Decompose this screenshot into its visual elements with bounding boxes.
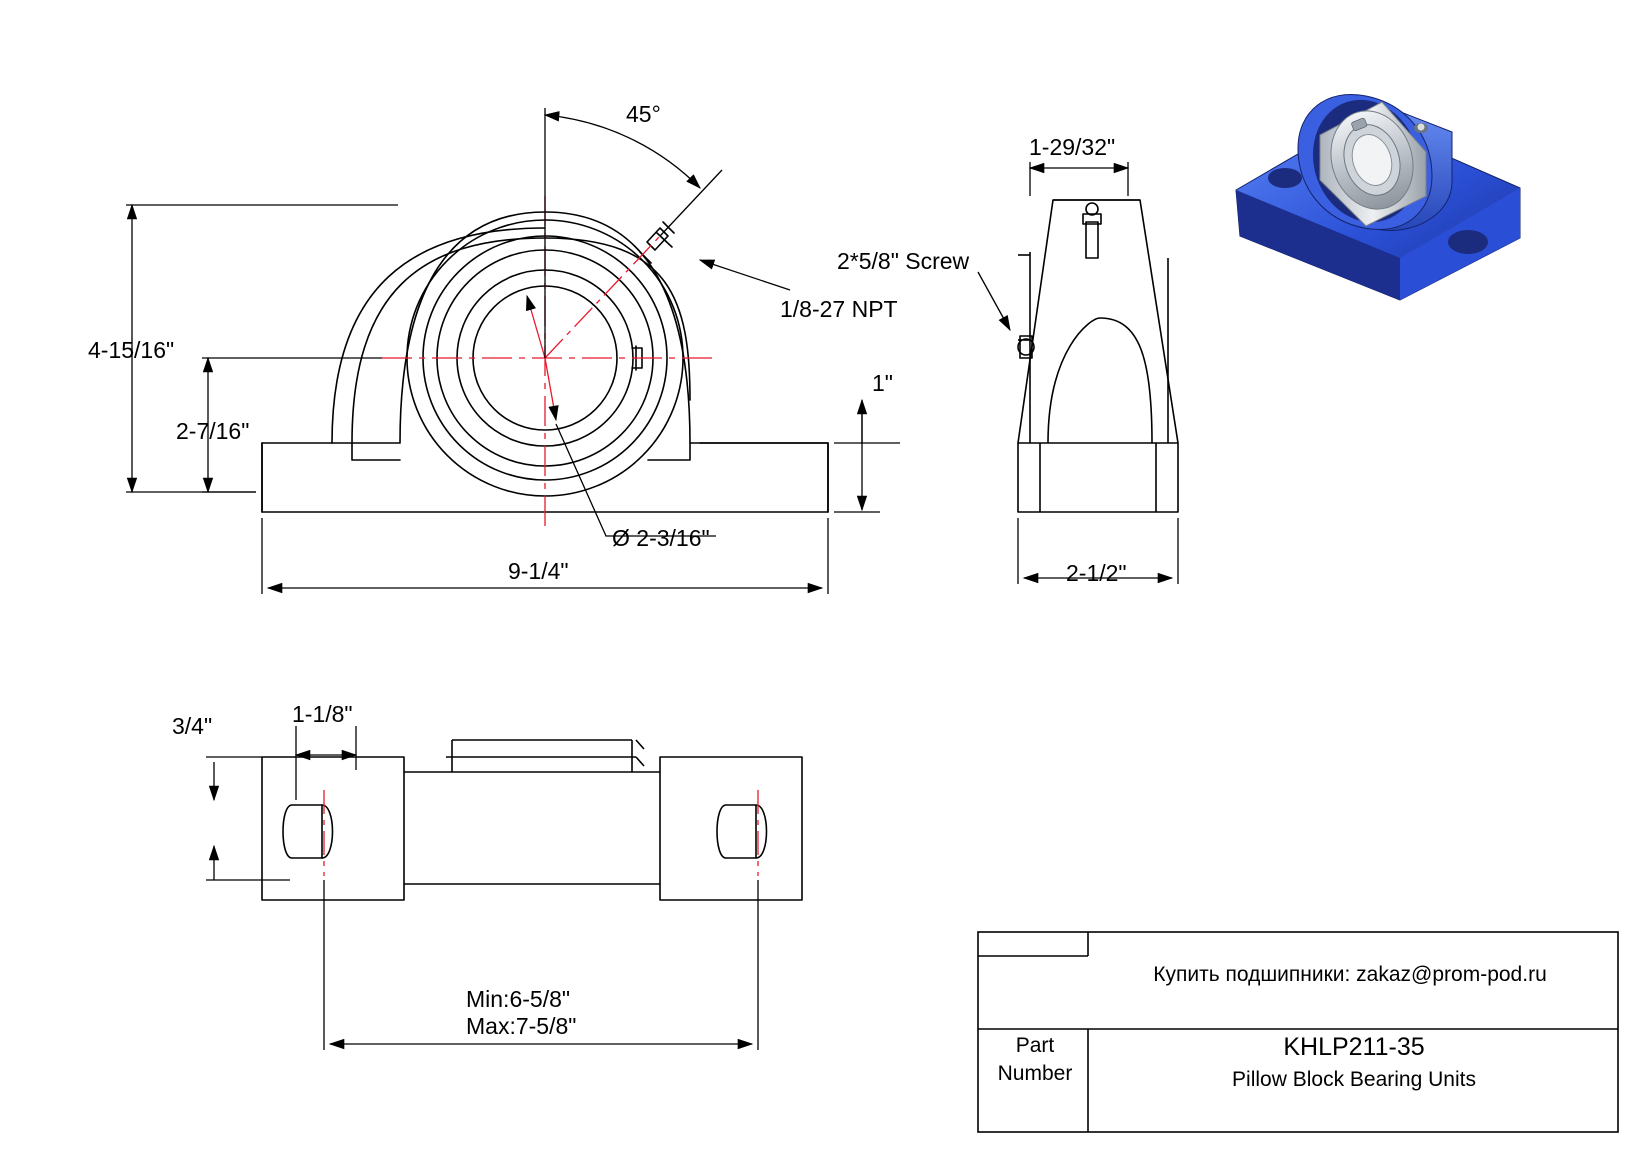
dim-top-width: 1-29/32" xyxy=(1029,134,1116,160)
callout-set-screw: 2*5/8" Screw xyxy=(837,248,970,274)
dim-base-thickness: 1" xyxy=(872,370,893,396)
part-number-label-line1: Part xyxy=(1015,1034,1055,1057)
part-number-label-line2: Number xyxy=(997,1062,1073,1085)
dim-overall-height: 4-15/16" xyxy=(88,337,175,363)
dim-bolt-spacing-min: Min:6-5/8" xyxy=(466,986,571,1012)
dim-center-height: 2-7/16" xyxy=(176,418,250,444)
dim-base-width: 2-1/2" xyxy=(1066,560,1127,586)
dim-bore-diameter: Ø 2-3/16" xyxy=(612,525,710,551)
dim-boss-width: 1-1/8" xyxy=(292,701,353,727)
dim-slot-width: 3/4" xyxy=(172,713,213,739)
part-number-value: KHLP211-35 xyxy=(1283,1033,1425,1061)
callout-npt-thread: 1/8-27 NPT xyxy=(780,296,898,322)
dim-overall-length: 9-1/4" xyxy=(508,558,569,584)
dim-grease-angle: 45° xyxy=(626,101,661,127)
contact-line: Купить подшипники: zakaz@prom-pod.ru xyxy=(1153,963,1547,986)
product-family: Pillow Block Bearing Units xyxy=(1232,1068,1476,1091)
dim-bolt-spacing-max: Max:7-5/8" xyxy=(466,1013,577,1039)
